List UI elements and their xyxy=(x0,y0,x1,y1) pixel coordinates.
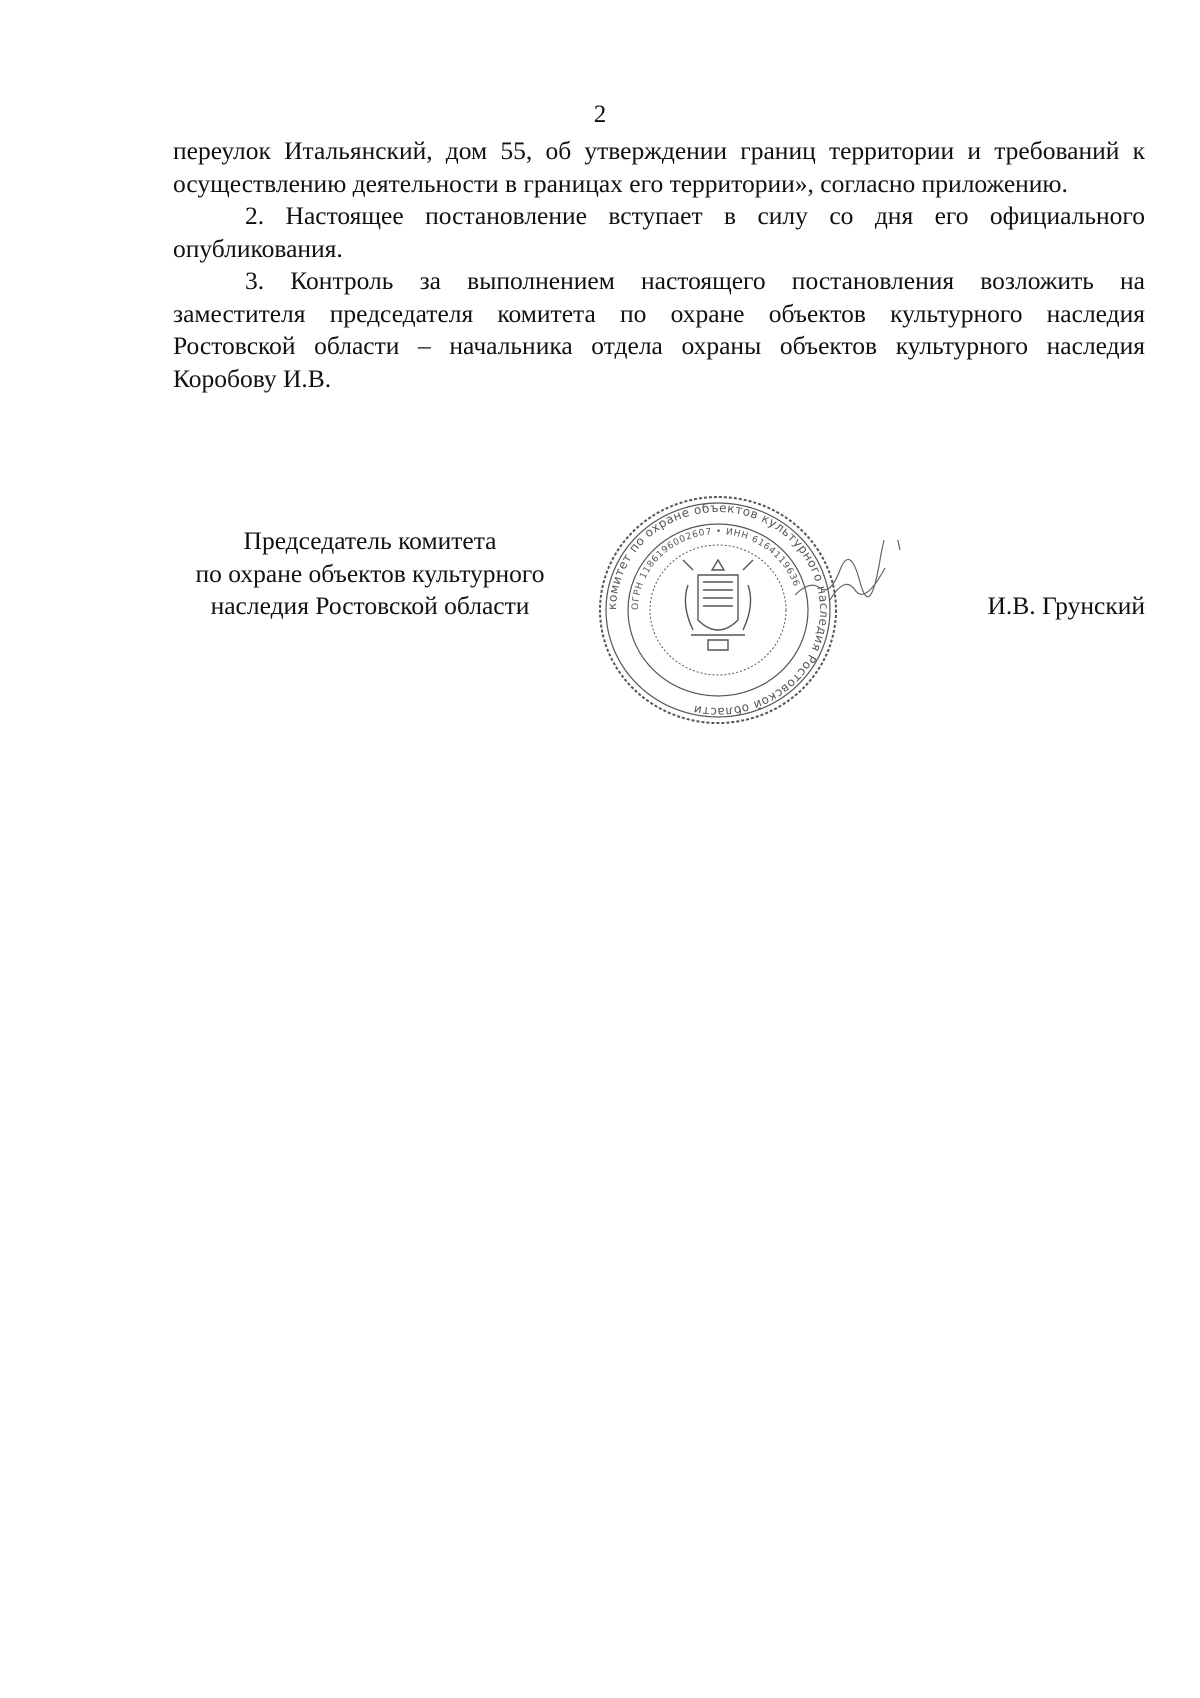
paragraph-continuation: переулок Итальянский, дом 55, об утверждении границ территории и требований к осуществлению деятельности в границах его территории», согласно приложению. xyxy=(173,136,1145,198)
seal-inner-text: ОГРН 1186196002607 • ИНН 6164119636 xyxy=(630,526,802,611)
page-number: 2 xyxy=(593,101,607,128)
signatory-title-line: по охране объектов культурного xyxy=(195,558,545,588)
coat-of-arms-icon xyxy=(683,560,753,650)
official-seal xyxy=(593,490,843,730)
seal-outer-text: комитет по охране объектов культурного наследия Ростовской области xyxy=(604,500,832,720)
handwritten-signature-icon xyxy=(790,540,910,610)
paragraph-3: 3. Контроль за выполнением настоящего постановления возложить на заместителя председателя комитета по охране объектов культурного наследия Ростовской области – начальника отдела охраны объектов культурного наследия Коробову И.В. xyxy=(173,266,1145,393)
signatory-title-line: Председатель комитета xyxy=(243,526,497,555)
signer-name: И.В. Грунский xyxy=(987,591,1145,620)
paragraph-2: 2. Настоящее постановление вступает в силу со дня его официального опубликования. xyxy=(173,201,1145,263)
signatory-title-line: наследия Ростовской области xyxy=(210,591,530,620)
signatory-title xyxy=(160,525,580,623)
document-body xyxy=(173,135,1145,395)
